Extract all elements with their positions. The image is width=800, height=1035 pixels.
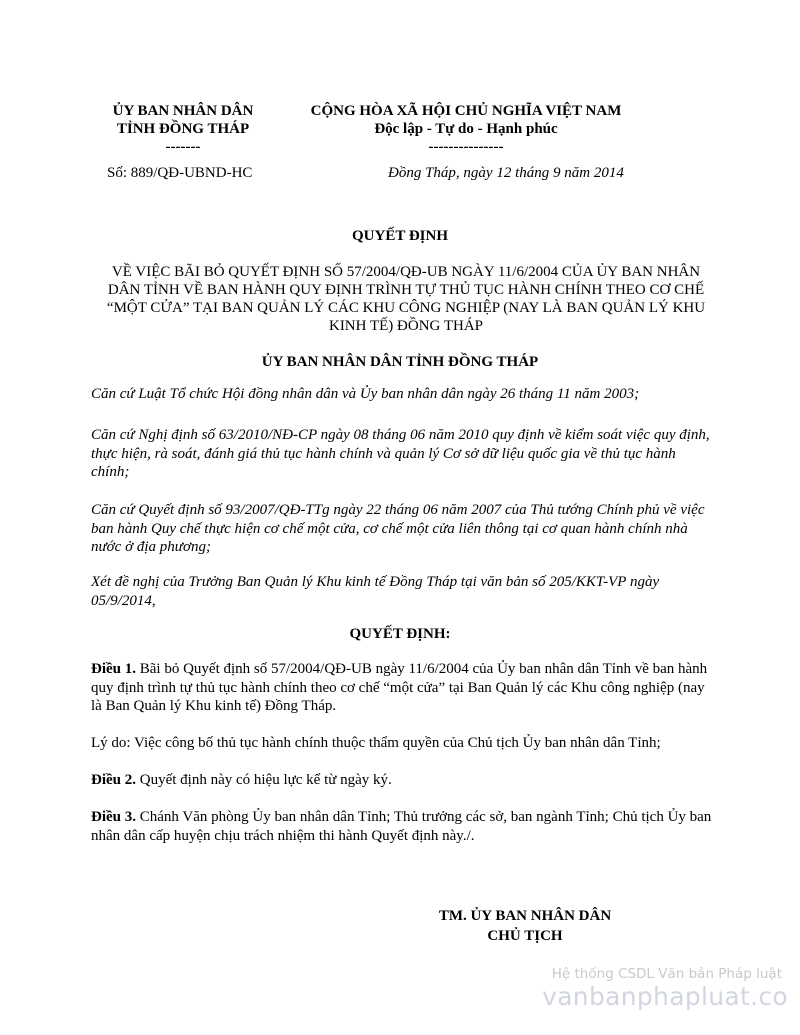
document-title: QUYẾT ĐỊNH — [352, 228, 448, 244]
preamble-item: Căn cứ Quyết định số 93/2007/QĐ-TTg ngày 22 tháng 06 năm 2007 của Thủ tướng Chính phủ về việc ban hành Quy chế thực hiện cơ chế một cửa, cơ chế một cửa liên thông tại cơ quan hành chính nhà nước ở địa phương; — [91, 502, 705, 555]
preamble-item: Căn cứ Luật Tổ chức Hội đồng nhân dân và Ủy ban nhân dân ngày 26 tháng 11 năm 2003; — [91, 386, 640, 402]
article-3-text: Chánh Văn phòng Ủy ban nhân dân Tỉnh; Thủ trưởng các sở, ban ngành Tỉnh; Chủ tịch Ủy ban nhân dân cấp huyện chịu trách nhiệm thi hành Quyết định này./. — [91, 809, 712, 844]
watermark-caption: Hệ thống CSDL Văn bản Pháp luật — [551, 966, 782, 982]
article-1-label: Điều 1. — [91, 661, 136, 677]
article-1-text: Bãi bỏ Quyết định số 57/2004/QĐ-UB ngày 11/6/2004 của Ủy ban nhân dân Tỉnh về ban hành quy định trình tự thủ tục hành chính theo cơ chế “một cửa” tại Ban Quản lý các Khu công nghiệp (nay là Ban Quản lý Khu kinh tế) Đồng Tháp. — [91, 661, 708, 714]
article-2 — [91, 771, 716, 790]
document-number: Số: 889/QĐ-UBND-HC — [107, 165, 253, 181]
issuer-divider: ------- — [165, 139, 201, 155]
motto-divider: --------------- — [428, 139, 504, 155]
reason-text: Lý do: Việc công bố thủ tục hành chính thuộc thẩm quyền của Chủ tịch Ủy ban nhân dân Tỉnh; — [91, 735, 661, 751]
national-motto-block — [285, 102, 647, 156]
signature-block — [400, 906, 650, 946]
watermark-site: vanbanphapluat.co — [542, 982, 788, 1011]
article-3 — [91, 808, 716, 845]
decision-heading: QUYẾT ĐỊNH: — [349, 626, 451, 642]
preamble-item: Xét đề nghị của Trưởng Ban Quản lý Khu kinh tế Đồng Tháp tại văn bản số 205/KKT-VP ngày 05/9/2014, — [91, 574, 660, 609]
issuer-line2: TỈNH ĐỒNG THÁP — [116, 121, 250, 137]
signature-line2: CHỦ TỊCH — [487, 928, 563, 944]
country-name: CỘNG HÒA XÃ HỘI CHỦ NGHĨA VIỆT NAM — [310, 103, 622, 119]
document-subject: VỀ VIỆC BÃI BỎ QUYẾT ĐỊNH SỐ 57/2004/QĐ-UB NGÀY 11/6/2004 CỦA ỦY BAN NHÂN DÂN TỈNH VỀ BAN HÀNH QUY ĐỊNH TRÌNH TỰ THỦ TỤC HÀNH CHÍNH THEO CƠ CHẾ “MỘT CỬA” TẠI BAN QUẢN LÝ CÁC KHU CÔNG NGHIỆP (NAY LÀ BAN QUẢN LÝ KHU KINH TẾ) ĐỒNG THÁP — [106, 264, 706, 334]
issuing-authority: ỦY BAN NHÂN DÂN TỈNH ĐỒNG THÁP — [261, 354, 539, 370]
signature-line1: TM. ỦY BAN NHÂN DÂN — [438, 908, 612, 924]
document-date: Đồng Tháp, ngày 12 tháng 9 năm 2014 — [388, 165, 624, 181]
preamble-item: Căn cứ Nghị định số 63/2010/NĐ-CP ngày 08 tháng 06 năm 2010 quy định về kiểm soát việc quy định, thực hiện, rà soát, đánh giá thủ tục hành chính và quản lý Cơ sở dữ liệu quốc gia về thủ tục hành chính; — [91, 427, 710, 480]
article-3-label: Điều 3. — [91, 809, 136, 825]
article-1 — [91, 660, 716, 716]
issuer-line1: ỦY BAN NHÂN DÂN — [112, 103, 254, 119]
article-2-text: Quyết định này có hiệu lực kể từ ngày ký. — [136, 772, 392, 788]
article-2-label: Điều 2. — [91, 772, 136, 788]
issuer-block — [88, 102, 278, 156]
motto: Độc lập - Tự do - Hạnh phúc — [374, 121, 558, 137]
